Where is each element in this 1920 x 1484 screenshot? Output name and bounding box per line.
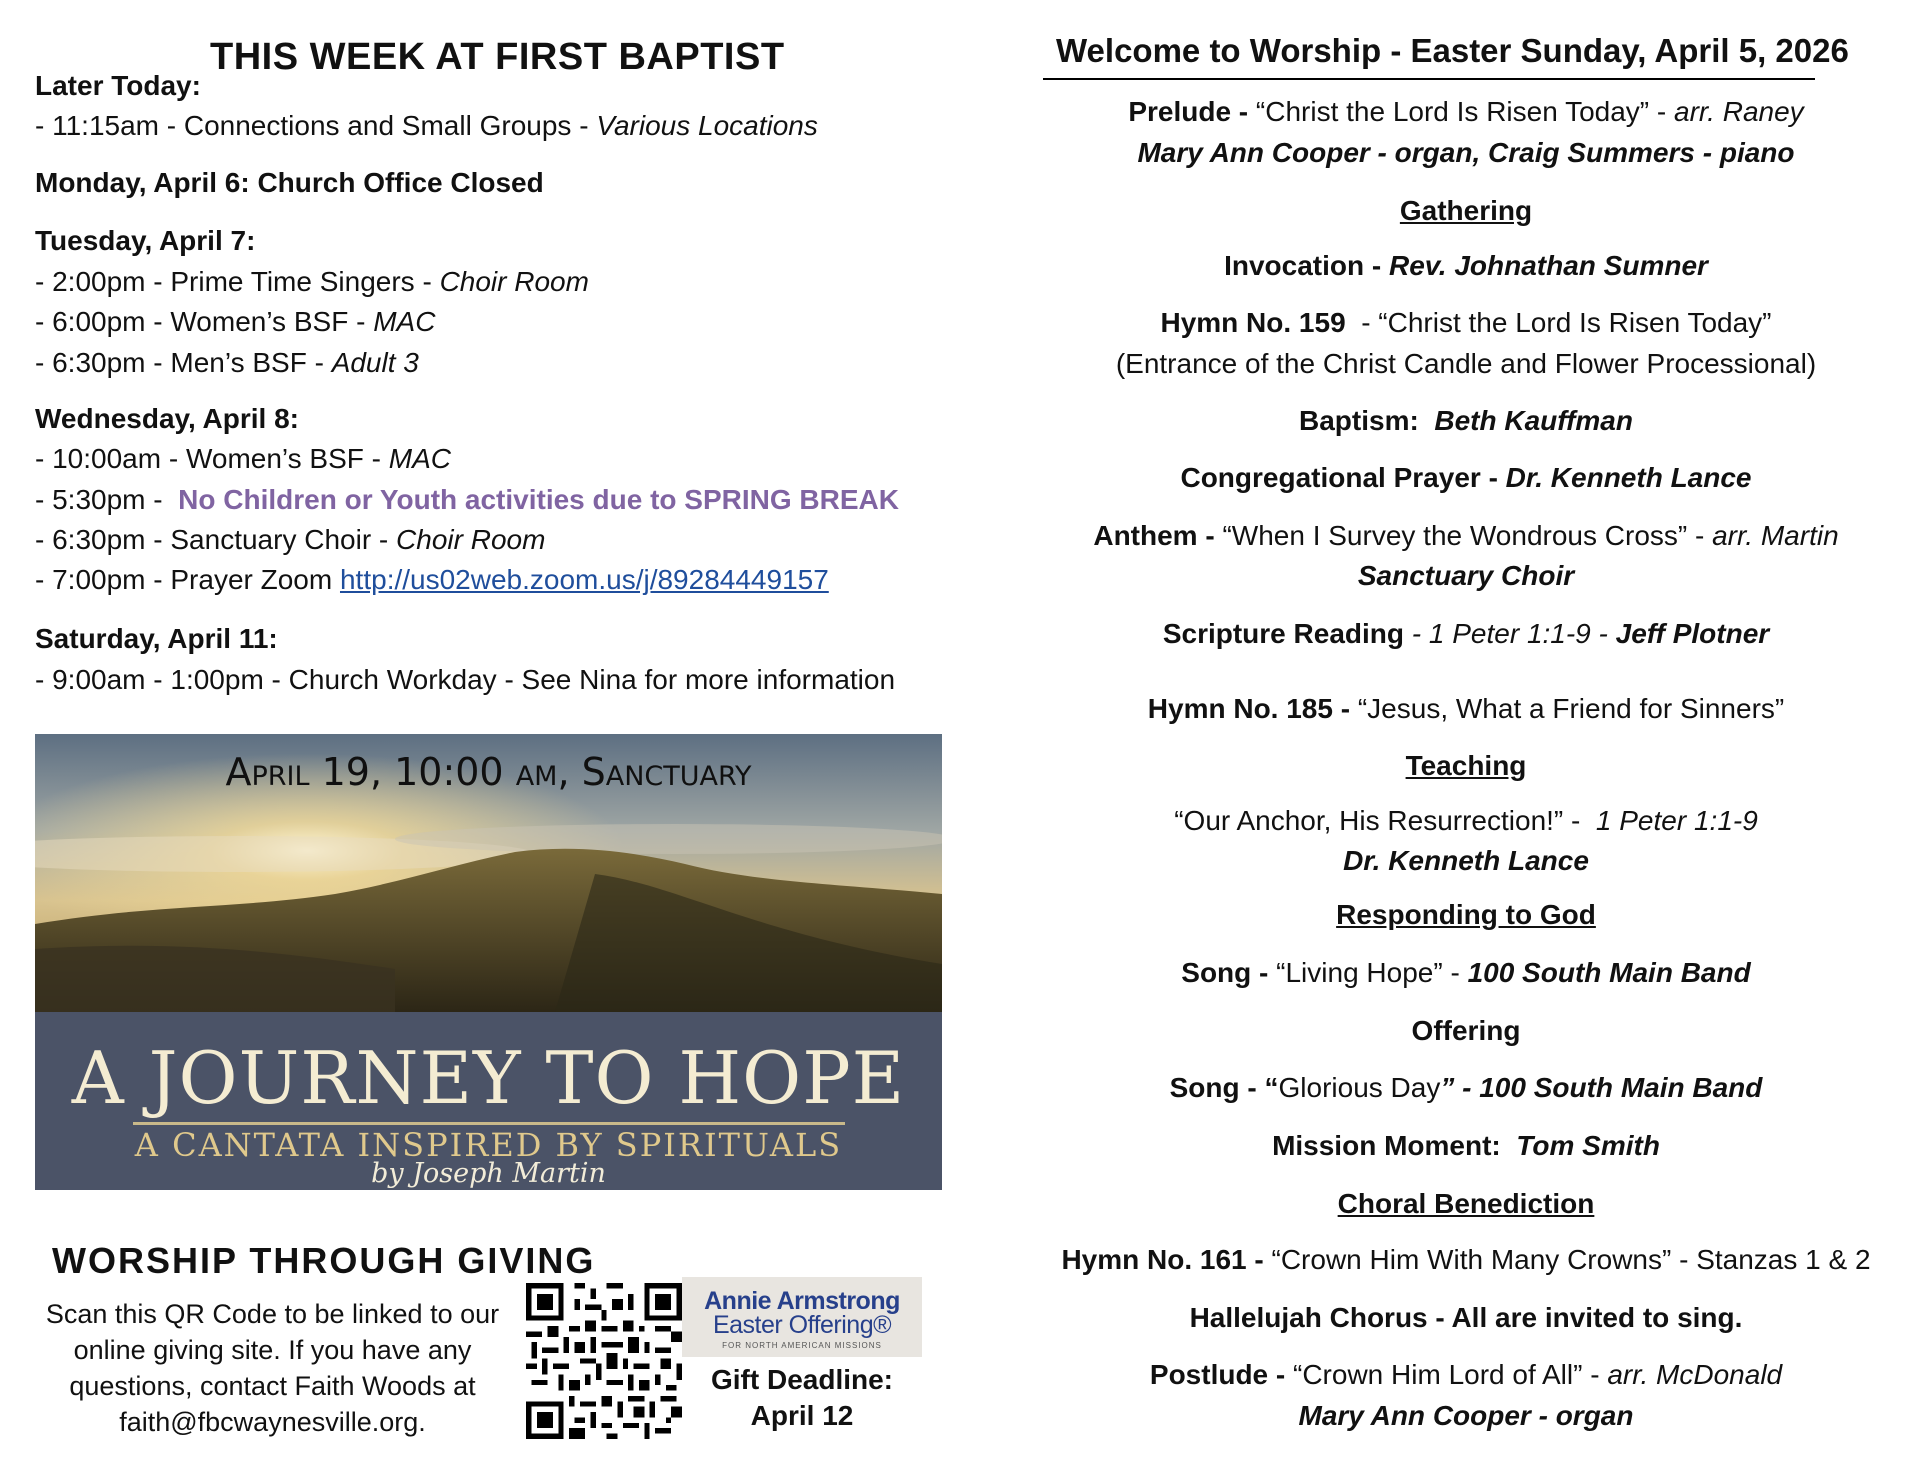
title-rule [133, 1122, 845, 1125]
event-text: - 6:30pm - Men’s BSF - [35, 347, 332, 378]
event-place: MAC [373, 306, 436, 337]
song-living-hope-line [1040, 957, 1892, 989]
mission-label: Mission Moment: [1272, 1130, 1517, 1161]
event-item [35, 347, 419, 379]
song-glorious-day-line [1040, 1072, 1892, 1104]
hymn-161-line [1040, 1244, 1892, 1276]
logo-offering: Easter Offering® [712, 1311, 892, 1339]
anthem-arranger: arr. Martin [1712, 520, 1839, 551]
mission-by: Tom Smith [1516, 1130, 1660, 1161]
prayer-zoom-link[interactable]: http://us02web.zoom.us/j/89284449157 [339, 564, 829, 595]
postlude-label: Postlude - [1149, 1359, 1294, 1390]
offering-label: Offering [1411, 1015, 1521, 1046]
event-text: - 5:30pm - [35, 484, 179, 515]
postlude-title: “Crown Him Lord of All” - [1293, 1359, 1608, 1390]
hymn-185-title: “Jesus, What a Friend for Sinners” [1357, 693, 1785, 724]
logo-missions: FOR NORTH AMERICAN MISSIONS [722, 1341, 882, 1350]
gift-deadline-date: April 12 [750, 1400, 854, 1431]
scripture-ref: - 1 Peter 1:1-9 - [1404, 618, 1616, 649]
giving-text: Scan this QR Code to be linked to our online giving site. If you have any questions, contact Faith Woods at faith@fbcwaynesville.org. [45, 1299, 500, 1437]
prayer-by: Dr. Kenneth Lance [1505, 462, 1752, 493]
saturday-heading: Saturday, April 11: [35, 623, 278, 654]
hymn-159-label: Hymn No. 159 [1160, 307, 1346, 338]
qr-code-icon[interactable] [526, 1283, 682, 1439]
week-title: THIS WEEK AT FIRST BAPTIST [210, 36, 785, 78]
title-underline [1043, 78, 1815, 80]
gift-deadline [682, 1362, 922, 1434]
later-today-heading: Later Today: [35, 70, 201, 101]
prelude-title: “Christ the Lord Is Risen Today” - [1255, 96, 1674, 127]
anthem-title: “When I Survey the Wondrous Cross” - [1222, 520, 1713, 551]
cantata-title: A JOURNEY TO HOPE [71, 1036, 906, 1120]
cantata-title-band [35, 1012, 942, 1190]
hymn-185-label: Hymn No. 185 - [1147, 693, 1358, 724]
offering-line [1040, 1015, 1892, 1047]
section-teaching: Teaching [1405, 750, 1527, 781]
logo-name: Annie Armstrong [704, 1287, 900, 1315]
event-item [35, 484, 899, 516]
event-place: Choir Room [396, 524, 546, 555]
invocation-label: Invocation - [1224, 250, 1389, 281]
scripture-by: Jeff Plotner [1615, 618, 1770, 649]
hymn-185-line [1040, 693, 1892, 725]
song-label: Song - [1181, 957, 1277, 988]
postlude-line [1040, 1359, 1892, 1391]
cantata-banner [35, 734, 942, 1190]
anthem-by: Sanctuary Choir [1357, 560, 1575, 591]
hallelujah-line [1040, 1302, 1892, 1334]
event-text: - 7:00pm - Prayer Zoom [35, 564, 340, 595]
sermon-preacher [1040, 845, 1892, 877]
cantata-date: April 19, 10:00 am, Sanctuary [225, 750, 752, 794]
anthem-label: Anthem - [1093, 520, 1223, 551]
annie-armstrong-logo [682, 1277, 922, 1357]
song-by: ” - 100 South Main Band [1440, 1072, 1763, 1103]
anthem-line [1040, 520, 1892, 552]
hymn-159-title: - “Christ the Lord Is Risen Today” [1345, 307, 1772, 338]
gift-deadline-label: Gift Deadline: [710, 1364, 893, 1395]
hymn-161-title: “Crown Him With Many Crowns” - Stanzas 1 & 2 [1271, 1244, 1871, 1275]
event-text: - 2:00pm - Prime Time Singers - [35, 266, 440, 297]
hymn-159-note: (Entrance of the Christ Candle and Flower Processional) [1115, 348, 1817, 379]
monday-heading: Monday, April 6: Church Office Closed [35, 167, 544, 198]
sermon-by: Dr. Kenneth Lance [1343, 845, 1589, 876]
sermon-line [1040, 805, 1892, 837]
event-item [35, 443, 451, 475]
wednesday-heading: Wednesday, April 8: [35, 403, 299, 434]
scripture-label: Scripture Reading [1162, 618, 1404, 649]
prayer-line [1040, 462, 1892, 494]
baptism-line [1040, 405, 1892, 437]
baptism-name: Beth Kauffman [1434, 405, 1633, 436]
sermon-title: “Our Anchor, His Resurrection!” - [1174, 805, 1596, 836]
event-item [35, 524, 545, 556]
song-by: 100 South Main Band [1467, 957, 1751, 988]
section-choral-benediction: Choral Benediction [1337, 1188, 1595, 1219]
event-text: - 6:30pm - Sanctuary Choir - [35, 524, 397, 555]
sermon-ref: 1 Peter 1:1-9 [1595, 805, 1758, 836]
invocation-line [1040, 250, 1892, 282]
scripture-line [1040, 618, 1892, 650]
prelude-line [1040, 96, 1892, 128]
prelude-label: Prelude - [1128, 96, 1256, 127]
event-item [35, 110, 818, 142]
section-gathering: Gathering [1399, 195, 1533, 226]
baptism-label: Baptism: [1299, 405, 1435, 436]
postlude-arranger: arr. McDonald [1607, 1359, 1783, 1390]
postlude-by: Mary Ann Cooper - organ [1298, 1400, 1634, 1431]
cantata-composer: by Joseph Martin [371, 1158, 606, 1189]
event-item [35, 664, 895, 696]
hymn-161-label: Hymn No. 161 - [1061, 1244, 1272, 1275]
event-item [35, 306, 435, 338]
event-text: - 6:00pm - Women’s BSF - [35, 306, 374, 337]
prelude-performers-text: Mary Ann Cooper - organ, Craig Summers - piano [1137, 137, 1795, 168]
tuesday-heading: Tuesday, April 7: [35, 225, 256, 256]
event-place: Adult 3 [331, 347, 419, 378]
event-text: - 11:15am - Connections and Small Groups - [35, 110, 597, 141]
event-text: - 9:00am - 1:00pm - Church Workday - See Nina for more information [35, 664, 896, 695]
event-place: Choir Room [439, 266, 589, 297]
mission-moment-line [1040, 1130, 1892, 1162]
event-text: - 10:00am - Women’s BSF - [35, 443, 389, 474]
event-item [35, 564, 829, 596]
prelude-performers [1040, 137, 1892, 169]
song-title: “Living Hope” - [1276, 957, 1468, 988]
welcome-title: Welcome to Worship - Easter Sunday, April 5, 2026 [1056, 32, 1849, 69]
section-responding: Responding to God [1336, 899, 1596, 930]
prayer-label: Congregational Prayer - [1180, 462, 1506, 493]
cantata-subtitle: A CANTATA INSPIRED BY SPIRITUALS [134, 1126, 843, 1164]
postlude-performer [1040, 1400, 1892, 1432]
hallelujah-text: Hallelujah Chorus - All are invited to sing. [1189, 1302, 1743, 1333]
song-title: Glorious Day [1278, 1072, 1441, 1103]
prelude-arranger: arr. Raney [1674, 96, 1804, 127]
invocation-by: Rev. Johnathan Sumner [1388, 250, 1708, 281]
song-label: Song - “ [1169, 1072, 1279, 1103]
event-place: MAC [388, 443, 451, 474]
hymn-159-line [1040, 307, 1892, 339]
event-place: Various Locations [596, 110, 818, 141]
anthem-performer [1040, 560, 1892, 592]
giving-title: WORSHIP THROUGH GIVING [52, 1240, 596, 1281]
event-item [35, 266, 589, 298]
spring-break-notice: No Children or Youth activities due to SPRING BREAK [178, 484, 899, 515]
